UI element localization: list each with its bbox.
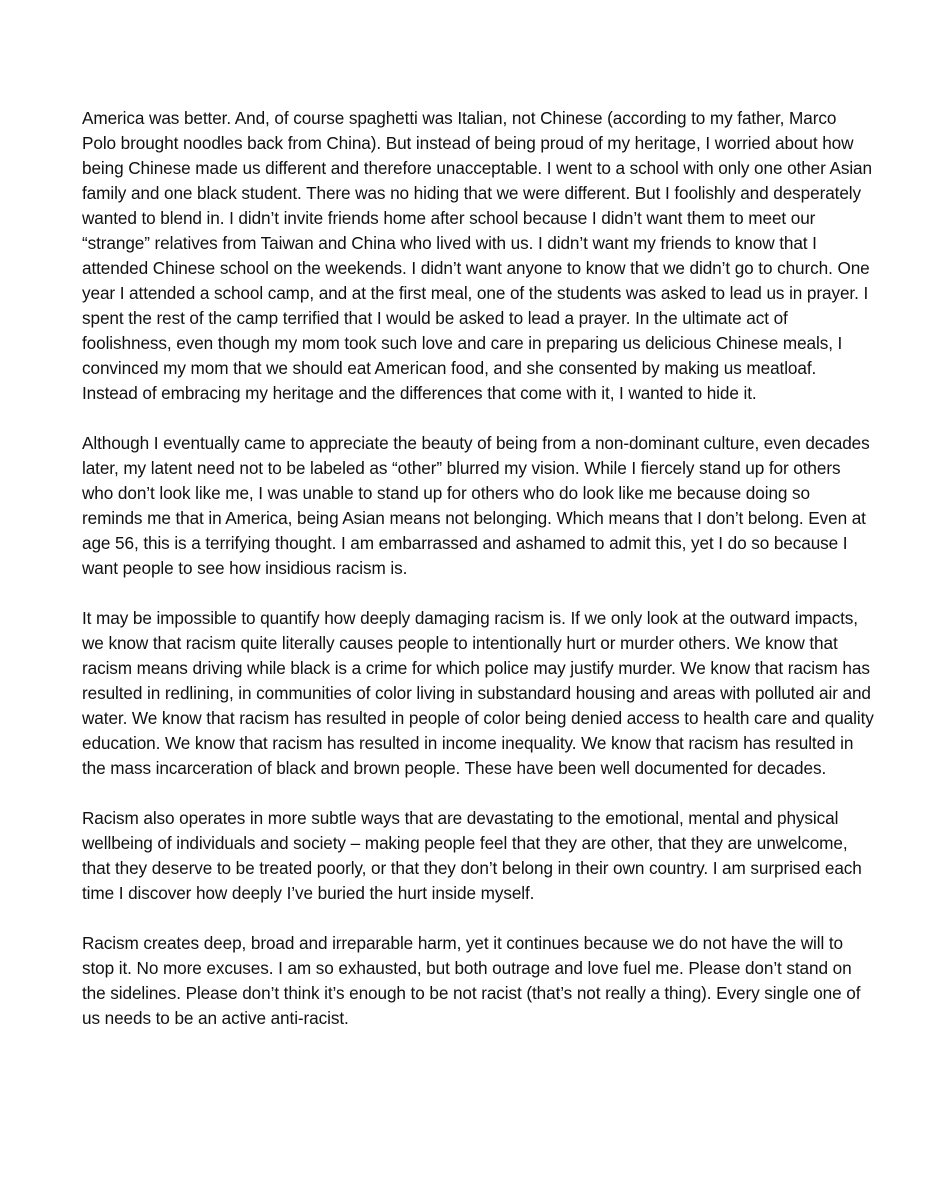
paragraph-5: Racism creates deep, broad and irreparable harm, yet it continues because we do not have the will to stop it. No more excuses. I am so exhausted, but both outrage and love fuel me. Please don’t stand on the sidelines. Please don’t think it’s enough to be not racist (that’s not really a thing). Every single one of us needs to be an active anti-racist. (82, 933, 861, 1028)
paragraph-4: Racism also operates in more subtle ways that are devastating to the emotional, mental and physical wellbeing of individuals and society – making people feel that they are other, that they are unwelcome, that they deserve to be treated poorly, or that they don’t belong in their own country. I am surprised each time I discover how deeply I’ve buried the hurt inside myself. (82, 808, 862, 903)
paragraph-1: America was better. And, of course spaghetti was Italian, not Chinese (according to my father, Marco Polo brought noodles back from China). But instead of being proud of my heritage, I worried about how being Chinese made us different and therefore unacceptable. I went to a school with only one other Asian family and one black student. There was no hiding that we were different. But I foolishly and desperately wanted to blend in. I didn’t invite friends home after school because I didn’t want them to meet our “strange” relatives from Taiwan and China who lived with us. I didn’t want my friends to know that I attended Chinese school on the weekends. I didn’t want anyone to know that we didn’t go to church. One year I attended a school camp, and at the first meal, one of the students was asked to lead us in prayer. I spent the rest of the camp terrified that I would be asked to lead a prayer. In the ultimate act of foolishness, even though my mom took such love and care in preparing us delicious Chinese meals, I convinced my mom that we should eat American food, and she consented by making us meatloaf. Instead of embracing my heritage and the differences that come with it, I wanted to hide it. (82, 108, 872, 403)
paragraph-2: Although I eventually came to appreciate the beauty of being from a non-dominant culture, even decades later, my latent need not to be labeled as “other” blurred my vision. While I fiercely stand up for others who don’t look like me, I was unable to stand up for others who do look like me because doing so reminds me that in America, being Asian means not belonging. Which means that I don’t belong. Even at age 56, this is a terrifying thought. I am embarrassed and ashamed to admit this, yet I do so because I want people to see how insidious racism is. (82, 433, 870, 578)
paragraph-3: It may be impossible to quantify how deeply damaging racism is. If we only look at the outward impacts, we know that racism quite literally causes people to intentionally hurt or murder others. We know that racism means driving while black is a crime for which police may justify murder. We know that racism has resulted in redlining, in communities of color living in substandard housing and areas with polluted air and water. We know that racism has resulted in people of color being denied access to health care and quality education. We know that racism has resulted in income inequality. We know that racism has resulted in the mass incarceration of black and brown people. These have been well documented for decades. (82, 608, 874, 778)
document-body (82, 106, 874, 1031)
